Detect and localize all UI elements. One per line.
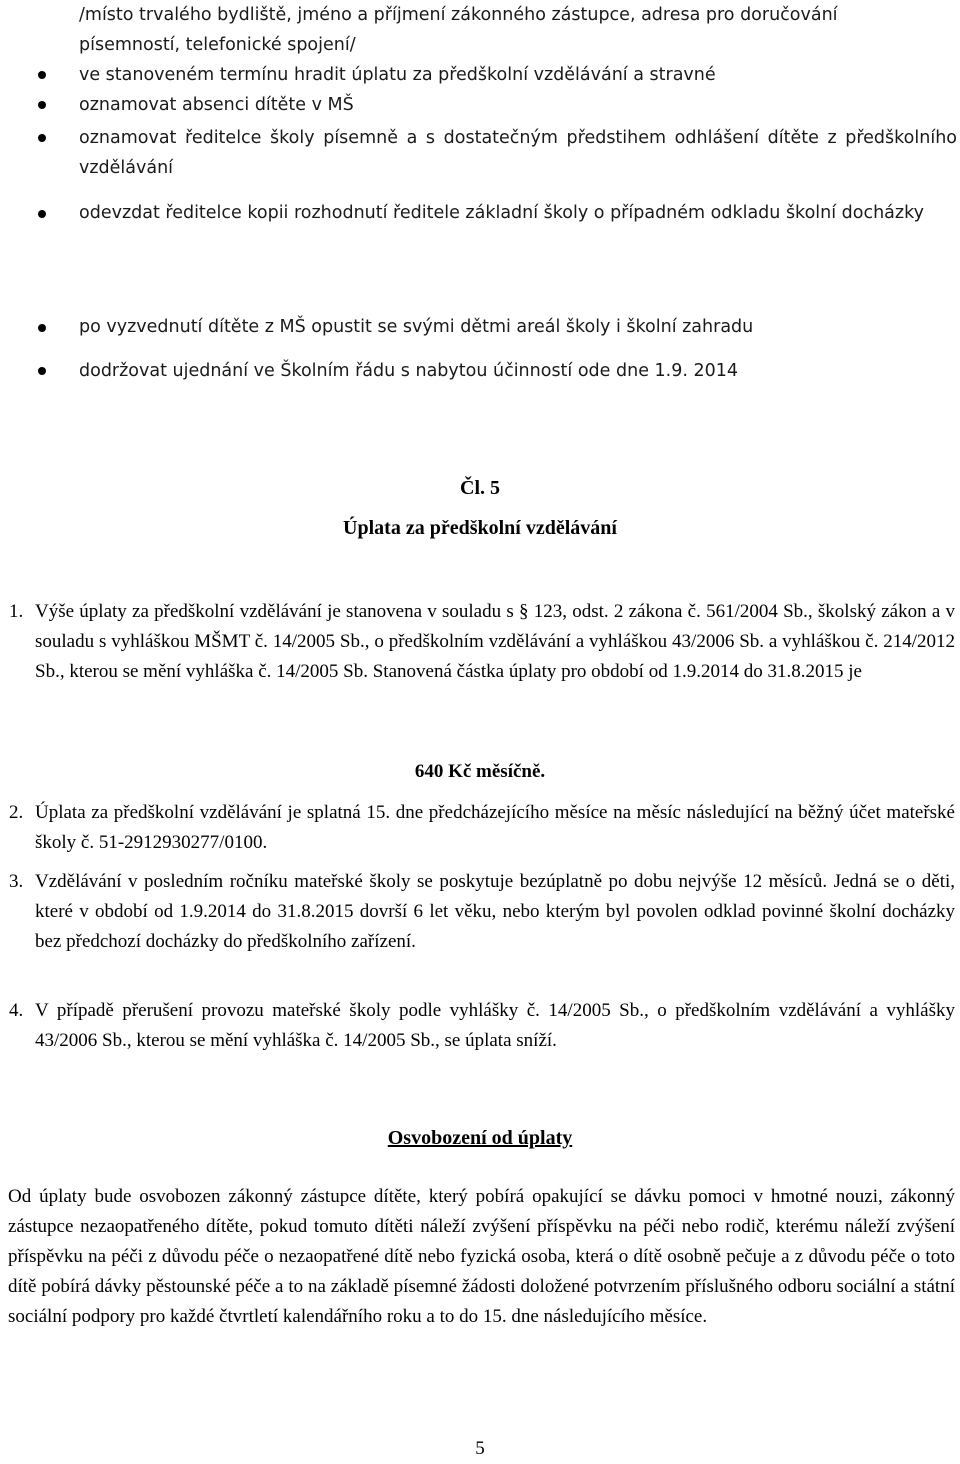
- top-line-2: písemností, telefonické spojení/: [79, 35, 356, 55]
- item-number: 1.: [9, 601, 24, 622]
- item-number: 4.: [9, 1000, 24, 1021]
- bullet-item-deregistration: oznamovat ředitelce školy písemně a s dostatečným předstihem odhlášení dítěte z předškolního vzdělávání: [79, 128, 957, 178]
- bullet-dot: [38, 71, 46, 79]
- exemption-heading: Osvobození od úplaty: [387, 1127, 573, 1149]
- item-1-text: Výše úplaty za předškolní vzdělávání je stanovena v souladu s § 123, odst. 2 zákona č. 561/2004 Sb., školský zákon a v souladu s vyhláškou MŠMT č. 14/2005 Sb., o předškolním vzdělávání a vyhláškou 43/2006 Sb. a vyhláškou č. 214/2012 Sb., kterou se mění vyhláška č. 14/2005 Sb. Stanovená částka úplaty pro období od 1.9.2014 do 31.8.2015 je: [35, 601, 955, 682]
- bullet-item-school-rules: dodržovat ujednání ve Školním řádu s nabytou účinností ode dne 1.9. 2014: [79, 361, 739, 381]
- bullet-dot: [38, 324, 46, 332]
- item-number: 2.: [9, 802, 24, 823]
- bullet-item-leave-premises: po vyzvednutí dítěte z MŠ opustit se svými dětmi areál školy i školní zahradu: [79, 317, 754, 337]
- page-number: 5: [475, 1438, 485, 1459]
- item-3-text: Vzdělávání v posledním ročníku mateřské školy se poskytuje bezúplatně po dobu nejvýše 12 měsíců. Jedná se o děti, které v období od 1.9.2014 do 31.8.2015 dovrší 6 let věku, nebo kterým byl povolen odklad povinné školní docházky bez předchozí docházky do předškolního zařízení.: [35, 871, 955, 952]
- bullet-item-absence: oznamovat absenci dítěte v MŠ: [79, 95, 354, 115]
- item-4-text: V případě přerušení provozu mateřské školy podle vyhlášky č. 14/2005 Sb., o předškolním vzdělávání a vyhlášky 43/2006 Sb., kterou se mění vyhláška č. 14/2005 Sb., se úplata sníží.: [35, 1000, 955, 1051]
- bullet-dot: [38, 367, 46, 375]
- top-line-1: /místo trvalého bydliště, jméno a příjmení zákonného zástupce, adresa pro doručování: [79, 5, 838, 25]
- fee-amount: 640 Kč měsíčně.: [414, 761, 546, 782]
- item-2-text: Úplata za předškolní vzdělávání je splatná 15. dne předcházejícího měsíce na měsíc následující na běžný účet mateřské školy č. 51-2912930277/0100.: [35, 802, 955, 853]
- bullet-dot: [38, 134, 46, 142]
- bullet-dot: [38, 210, 46, 218]
- article-title: Úplata za předškolní vzdělávání: [343, 517, 617, 539]
- exemption-text: Od úplaty bude osvobozen zákonný zástupce dítěte, který pobírá opakující se dávku pomoci v hmotné nouzi, zákonný zástupce nezaopatřeného dítěte, pokud tomuto dítěti náleží zvýšení příspěvku na péči nebo rodič, kterému náleží zvýšení příspěvku na péči z důvodu péče o nezaopatřené dítě nebo fyzická osoba, která o dítě osobně pečuje a z důvodu péče o toto dítě pobírá dávky pěstounské péče a to na základě písemné žádosti doložené potvrzením příslušného odboru sociální a státní sociální podpory pro každé čtvrtletí kalendářního roku a to do 15. dne následujícího měsíce.: [8, 1186, 955, 1327]
- article-number: Čl. 5: [460, 477, 500, 499]
- bullet-dot: [38, 101, 46, 109]
- bullet-item-postponement: odevzdat ředitelce kopii rozhodnutí ředitele základní školy o případném odkladu školní docházky: [79, 203, 924, 223]
- item-number: 3.: [9, 871, 24, 892]
- bullet-item-fees: ve stanoveném termínu hradit úplatu za předškolní vzdělávání a stravné: [79, 65, 716, 85]
